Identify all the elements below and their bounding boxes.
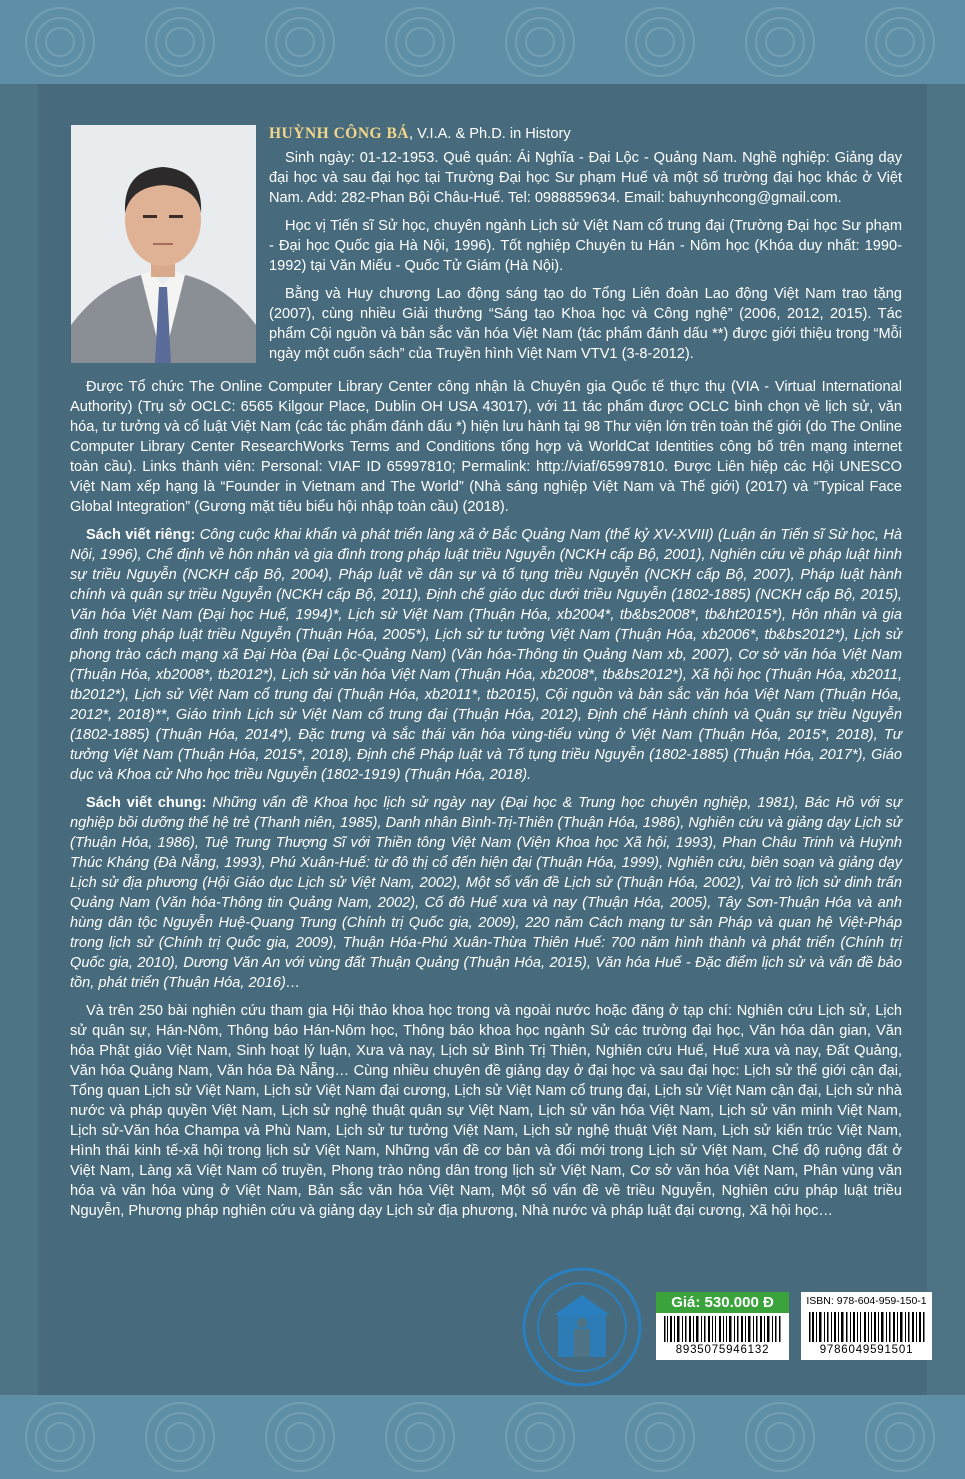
- isbn-barcode-box: [801, 1292, 932, 1360]
- bio-birth-paragraph: Sinh ngày: 01-12-1953. Quê quán: Ái Nghĩa - Đại Lộc - Quảng Nam. Nghề nghiệp: Giảng dạy đại học và sau đại học tại Trường Đại học Sư phạm Huế và một số trường đại học khác ở Việt Nam. Add: 282-Phan Bội Châu-Huế. Tel: 0988859634. Email: bahuynhcong@gmail.com.: [269, 150, 902, 206]
- author-credentials: , V.I.A. & Ph.D. in History: [408, 126, 571, 142]
- author-photo: [71, 125, 256, 363]
- publisher-seal-logo: [520, 1265, 644, 1389]
- shared-books-list: Những vấn đề Khoa học lịch sử ngày nay (Đại học & Trung học chuyên nghiệp, 1981), Bác Hồ với sự nghiệp bồi dưỡng thế hệ trẻ (Thanh niên, 1985), Danh nhân Bình-Trị-Thiên (Thuận Hóa, 1986), Nghiên cứu và giảng dạy Lịch sử (Thuận Hóa, 1986), Tuệ Trung Thượng Sĩ với Thiền tông Việt Nam (Viện Khoa học Xã hội, 1993), Phan Châu Trinh và Huỳnh Thúc Kháng (Đà Nẵng, 1993), Phú Xuân-Huế: từ đô thị cổ đến hiện đại (Thuận Hóa, 1999), Nghiên cứu, biên soạn và giảng dạy Lịch sử địa phương (Hội Giáo dục Lịch sử Việt Nam, 2002), Một số vấn đề Lịch sử (Thuận Hóa, 2002), Vai trò lịch sử dinh trấn Quảng Nam (Văn hóa-Thông tin Quảng Nam, 2002), Cố đô Huế xưa và nay (Thuận Hóa, 2005), Tây Sơn-Thuận Hóa và anh hùng dân tộc Nguyễn Huệ-Quang Trung (Chính trị Quốc gia, 2009), 220 năm Cách mạng tư sản Pháp và quan hệ Việt-Pháp trong lịch sử (Chính trị Quốc gia, 2009), Thuận Hóa-Phú Xuân-Thừa Thiên Huế: 700 năm hình thành và phát triển (Chính trị Quốc gia, 2010), Dương Văn An với vùng đất Thuận Quảng (Thuận Hóa, 2015), Văn hóa Huế - Đặc điểm lịch sử và vấn đề bảo tồn, phát triển (Thuận Hóa, 2016)…: [70, 795, 902, 991]
- author-name: HUỲNH CÔNG BÁ: [269, 125, 409, 142]
- price-barcode-number: 8935075946132: [675, 1344, 770, 1356]
- bio-degree-paragraph: Học vị Tiến sĩ Sử học, chuyên ngành Lịch sử Việt Nam cổ trung đại (Trường Đại học Sư phạm - Đại học Quốc gia Hà Nội, 1996). Tốt nghiệp Chuyên tu Hán - Nôm học (Khóa duy nhất: 1990-1992) tại Văn Miếu - Quốc Tử Giám (Hà Nội).: [269, 218, 902, 274]
- isbn-label: ISBN: 978-604-959-150-1: [806, 1295, 927, 1307]
- main-text-block: [70, 377, 902, 1229]
- shared-books-label: Sách viết chung:: [86, 795, 207, 811]
- own-books-label: Sách viết riêng:: [86, 527, 196, 543]
- bio-oclc-paragraph: Được Tổ chức The Online Computer Library Center công nhận là Chuyên gia Quốc tế thực thụ (VIA - Virtual International Authority) (Trụ sở OCLC: 6565 Kilgour Place, Dublin OH USA 43017), với 11 tác phẩm được OCLC bình chọn về lịch sử, văn hóa, tư tưởng và cổ luật Việt Nam (các tác phẩm đánh dấu *) hiện lưu hành tại 98 Thư viện lớn trên toàn thế giới (do The Online Computer Library Center ResearchWorks Terms and Conditions tổng hợp và WorldCat Identities công bố trên mạng internet toàn cầu). Links thành viên: Personal: VIAF ID 65997810; Permalink: http://viaf/65997810. Được Liên hiệp các Hội UNESCO Việt Nam xếp hạng là “Founder in Vietnam and The World” (Nhà sáng nghiệp Việt Nam và Thế giới) (2017) và “Typical Face Global Integration” (Gương mặt tiêu biểu hội nhập toàn cầu) (2018).: [70, 379, 902, 515]
- own-books-list: Công cuộc khai khẩn và phát triển làng xã ở Bắc Quảng Nam (thế kỷ XV-XVIII) (Luận án Tiến sĩ Sử học, Hà Nội, 1996), Chế định về hôn nhân và gia đình trong pháp luật triều Nguyễn (NCKH cấp Bộ, 2001), Nghiên cứu về pháp luật hình sự triều Nguyễn (NCKH cấp Bộ, 2004), Pháp luật về dân sự và tố tụng triều Nguyễn (NCKH cấp Bộ, 2007), Pháp luật hành chính và quân sự triều Nguyễn (NCKH cấp Bộ, 2011), Định chế giáo dục dưới triều Nguyễn (1802-1885) (NCKH cấp Bộ, 2015), Văn hóa Việt Nam (Đại học Huế, 1994)*, Lịch sử Việt Nam (Thuận Hóa, xb2004*, tb&bs2008*, tb&ht2015*), Hôn nhân và gia đình trong pháp luật triều Nguyễn (Thuận Hóa, 2005*), Lịch sử tư tưởng Việt Nam (Thuận Hóa, xb2006*, tb&bs2012*), Lịch sử phong trào cách mạng xã Đại Hòa (Đại Lộc-Quảng Nam) (Văn hóa-Thông tin Quảng Nam xb, 2007), Cơ sở văn hóa Việt Nam (Thuận Hóa, xb2008*, tb2012*), Lịch sử văn hóa Việt Nam (Thuận Hóa, xb2008*, tb&bs2012*), Xã hội học (Thuận Hóa, xb2011, tb2012*), Lịch sử Việt Nam cổ trung đại (Thuận Hóa, xb2011*, tb2015), Cội nguồn và bản sắc văn hóa Việt Nam (Thuận Hóa, 2012*, 2018)**, Giáo trình Lịch sử Việt Nam cổ trung đại (Thuận Hóa, 2012), Định chế Hành chính và Quân sự triều Nguyễn (1802-1885) (Thuận Hóa, 2014*), Đặc trưng và sắc thái văn hóa vùng-tiểu vùng ở Việt Nam (Thuận Hóa, 2015*, 2018), Tư tưởng Việt Nam (Thuận Hóa, 2015*, 2018), Định chế Pháp luật và Tố tụng triều Nguyễn (1802-1885) (Thuận Hóa, 2017*), Giáo dục và Khoa cử Nho học triều Nguyễn (1802-1919) (Thuận Hóa, 2018).: [70, 527, 902, 783]
- bio-awards-paragraph: Bằng và Huy chương Lao động sáng tạo do Tổng Liên đoàn Lao động Việt Nam trao tặng (2007), cùng nhiều Giải thưởng “Sáng tạo Khoa học và Công nghệ” (2006, 2012, 2015). Tác phẩm Cội nguồn và bản sắc văn hóa Việt Nam (tác phẩm đánh dấu **) được giới thiệu trong “Mỗi ngày một cuốn sách” của Truyền hình Việt Nam VTV1 (3-8-2012).: [269, 286, 902, 362]
- author-bio-block: [269, 124, 902, 372]
- top-pattern-band: [0, 0, 965, 84]
- own-books-paragraph: [70, 525, 902, 785]
- isbn-barcode-number: 9786049591501: [819, 1344, 914, 1356]
- shared-books-paragraph: [70, 793, 902, 993]
- price-label: Giá: 530.000 Đ: [656, 1292, 789, 1313]
- bottom-pattern-band: [0, 1395, 965, 1479]
- research-paragraph: Và trên 250 bài nghiên cứu tham gia Hội thảo khoa học trong và ngoài nước hoặc đăng ở tạp chí: Nghiên cứu Lịch sử, Lịch sử quân sự, Hán-Nôm, Thông báo Hán-Nôm học, Thông báo khoa học ngành Sử các trường đại học, Văn hóa dân gian, Văn hóa Phật giáo Việt Nam, Sinh hoạt lý luận, Xưa và nay, Lịch sử Bình Trị Thiên, Nghiên cứu Huế, Huế xưa và nay, Đất Quảng, Văn hóa Quảng Nam, Văn hóa Đà Nẵng… Cùng nhiều chuyên đề giảng dạy ở đại học và sau đại học: Lịch sử thế giới cận đại, Tổng quan Lịch sử Việt Nam, Lịch sử Việt Nam đại cương, Lịch sử Việt Nam cổ trung đại, Lịch sử Việt Nam cận đại, Lịch sử nhà nước và pháp quyền Việt Nam, Lịch sử nghệ thuật quân sự Việt Nam, Lịch sử văn hóa Việt Nam, Lịch sử văn minh Việt Nam, Lịch sử-Văn hóa Champa và Phù Nam, Lịch sử tư tưởng Việt Nam, Lịch sử nghệ thuật Việt Nam, Lịch sử kiến trúc Việt Nam, Hình thái kinh tế-xã hội trong lịch sử Việt Nam, Những vấn đề cơ bản và đổi mới trong Lịch sử Việt Nam, Chế độ ruộng đất ở Việt Nam, Làng xã Việt Nam cổ truyền, Phong trào nông dân trong lịch sử Việt Nam, Cơ sở văn hóa Việt Nam, Phân vùng văn hóa và văn hóa vùng ở Việt Nam, Bản sắc văn hóa Việt Nam, Một số vấn đề về triều Nguyễn, Nghiên cứu pháp luật triều Nguyễn, Phương pháp nghiên cứu và giảng dạy Lịch sử địa phương, Nhà nước và pháp luật đại cương, Xã hội học…: [70, 1003, 902, 1219]
